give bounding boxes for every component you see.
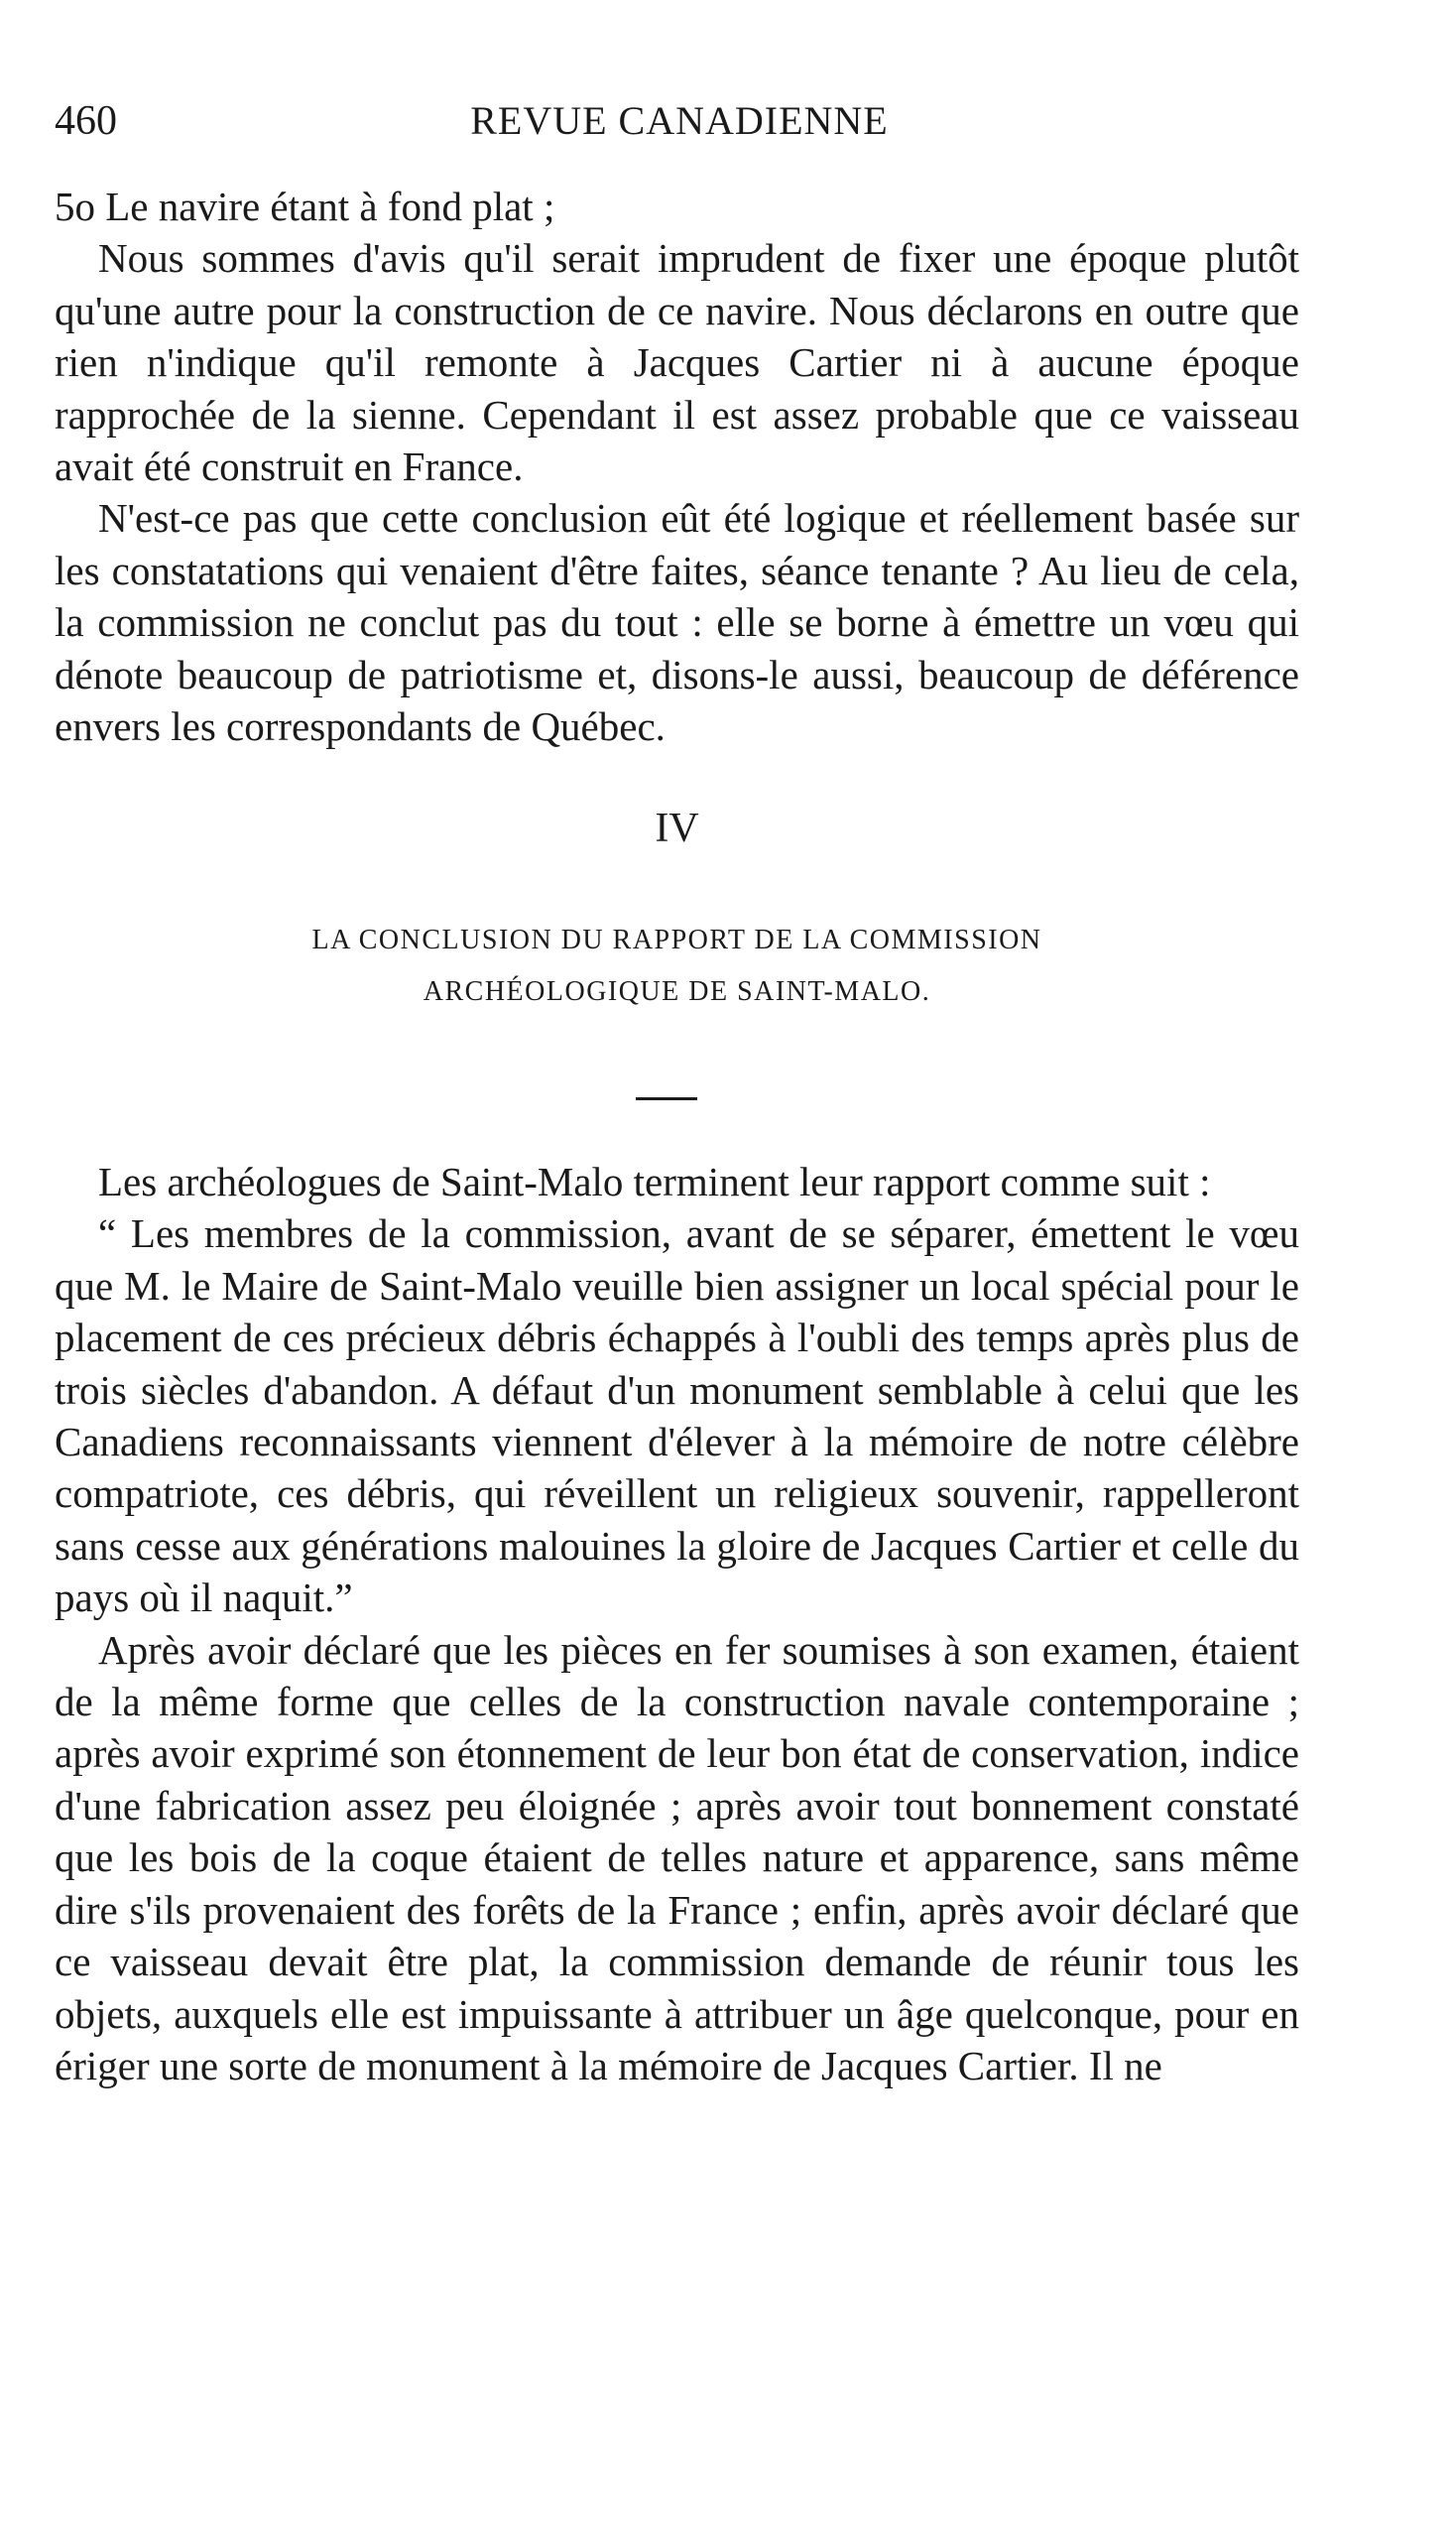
page-number: 460 xyxy=(55,98,117,144)
text-block-bottom xyxy=(55,1156,1299,2091)
section-title-line-2: ARCHÉOLOGIQUE DE SAINT-MALO. xyxy=(423,976,931,1007)
section-title xyxy=(55,915,1299,1018)
paragraph: Nous sommes d'avis qu'il serait imprudent de fixer une époque plutôt qu'une autre pour la construction de ce navire. Nous déclarons en outre que rien n'indique qu'il remonte à Jacques Cartier ni à aucune époque rapprochée de la sienne. Cependant il est assez probable que ce vaisseau avait été construit en France. xyxy=(55,235,1299,490)
running-title: REVUE CANADIENNE xyxy=(470,98,889,143)
paragraph: N'est-ce pas que cette conclusion eût été logique et réellement basée sur les constatations qui venaient d'être faites, séance tenante ? Au lieu de cela, la commission ne conclut pas du tout : elle se borne à émettre un vœu qui dénote beaucoup de patriotisme et, disons-le aussi, beaucoup de déférence envers les correspondants de Québec. xyxy=(55,495,1299,750)
section-title-line-1: LA CONCLUSION DU RAPPORT DE LA COMMISSION xyxy=(311,925,1042,955)
page-header xyxy=(55,91,1304,151)
paragraph: 5o Le navire étant à fond plat ; xyxy=(55,184,555,229)
section-divider xyxy=(636,1097,697,1100)
paragraph: Les archéologues de Saint-Malo terminent leur rapport comme suit : xyxy=(98,1159,1211,1204)
paragraph: Après avoir déclaré que les pièces en fer soumises à son examen, étaient de la même forme que celles de la construction navale contemporaine ; après avoir exprimé son étonnement de leur bon état de conservation, indice d'une fabrication assez peu éloignée ; après avoir tout bonnement constaté que les bois de la coque étaient de telles nature et apparence, sans même dire s'ils provenaient des forêts de la France ; enfin, après avoir déclaré que ce vaisseau devait être plat, la commission demande de réunir tous les objets, auxquels elle est impuissante à attribuer un âge quelconque, pour en ériger une sorte de monument à la mémoire de Jacques Cartier. Il ne xyxy=(55,1626,1299,2088)
text-block-top xyxy=(55,181,1299,752)
quoted-paragraph: “ Les membres de la commission, avant de se séparer, émettent le vœu que M. le Maire de Saint-Malo veuille bien assigner un local spécial pour le placement de ces précieux débris échappés à l'oubli des temps après plus de trois siècles d'abandon. A défaut d'un monument semblable à celui que les Canadiens reconnaissants viennent d'élever à la mémoire de notre célèbre compatriote, ces débris, qui réveillent un religieux souvenir, rappelleront sans cesse aux générations malouines la gloire de Jacques Cartier et celle du pays où il naquit.” xyxy=(55,1210,1299,1621)
section-number: IV xyxy=(655,806,699,851)
